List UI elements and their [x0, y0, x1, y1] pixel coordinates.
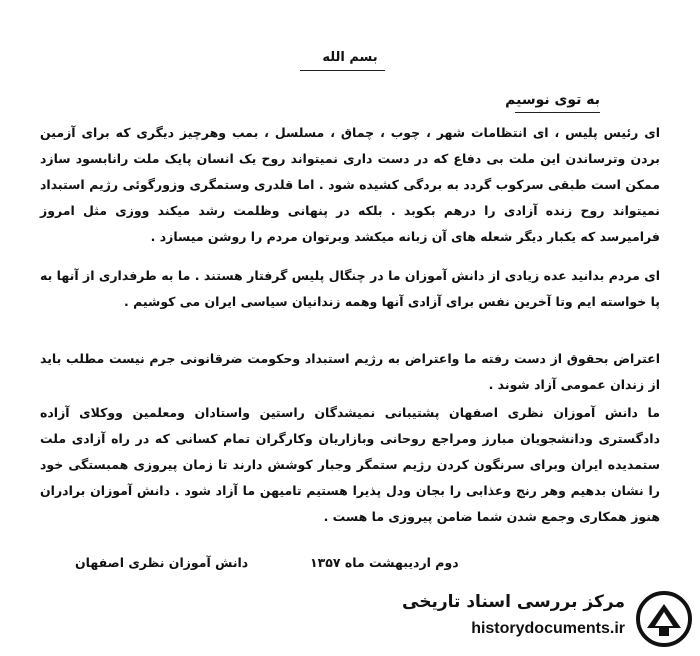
document-subtitle: به توی نوسیم [505, 92, 600, 108]
document-title: بسم الله [322, 50, 378, 65]
document-date: دوم اردیبهشت ماه ۱۳۵۷ [310, 555, 459, 570]
archive-logo-icon [635, 590, 693, 648]
watermark [400, 588, 695, 650]
paragraph-1: ای رئیس پلیس ، ای انتظامات شهر ، چوب ، چماق ، مسلسل ، بمب وهرچیز دیگری که برای آزمین بردن وترساندن این ملت بی دفاع که در دست داری نمیتواند روح یک انسان پایک ملت رانابسود سازد ممکن است طبقی سرکوب گردد به بردگی کشیده شود . اما قلدری وستمگری وزورگوئی رژیم استبداد نمیتواند روح زنده آزادی را درهم بکوبد . بلکه در پنهانی وظلمت رشد میکند ووزی مثل امروز فرامیرسد که یکبار دیگر شعله های آن زبانه میکشد وبرتوان مردم را روشن میسازد . [40, 125, 660, 244]
subtitle-underline [515, 112, 600, 113]
paragraph-4: ما دانش آموزان نظری اصفهان پشتیبانی نمیشدگان راستین واستادان ومعلمین ووکلای آزاده دادگستری ودانشجویان مبارز ومراجع روحانی وبازاریان وکارگران تمام کسانی که در راه آزادی ملت ستمدیده ایران وبرای سرنگون کردن رژیم ستمگر وجبار کوشش دارند تا زمان پیروزی همبستگی خود را نشان بدهیم وهر رنج وعذابی را بجان ودل پذیرا هستیم تامیهن ما آزاد شود . دانش آموزان برادران هنوز همکاری وجمع شدن شما ضامن پیروزی ما هست . [40, 405, 660, 524]
watermark-url: historydocuments.ir [471, 620, 625, 637]
document-signature: دانش آموزان نظری اصفهان [75, 555, 249, 570]
title-underline [300, 70, 385, 71]
paragraph-2: ای مردم بدانید عده زیادی از دانش آموزان ما در چنگال پلیس گرفتار هستند . ما به طرفداری از آنها به پا خواسته ایم وتا آخرین نفس برای آزادی آنها وهمه زندانیان سیاسی ایران می کوشیم . [40, 268, 660, 309]
watermark-name: مرکز بررسی اسناد تاریخی [402, 592, 625, 612]
paragraph-3: اعتراض بحقوق از دست رفته ما واعتراض به رژیم استبداد وحکومت ضرقانونی جرم نیست مطلب باید از زندان عمومی آزاد شوند . [40, 351, 660, 392]
